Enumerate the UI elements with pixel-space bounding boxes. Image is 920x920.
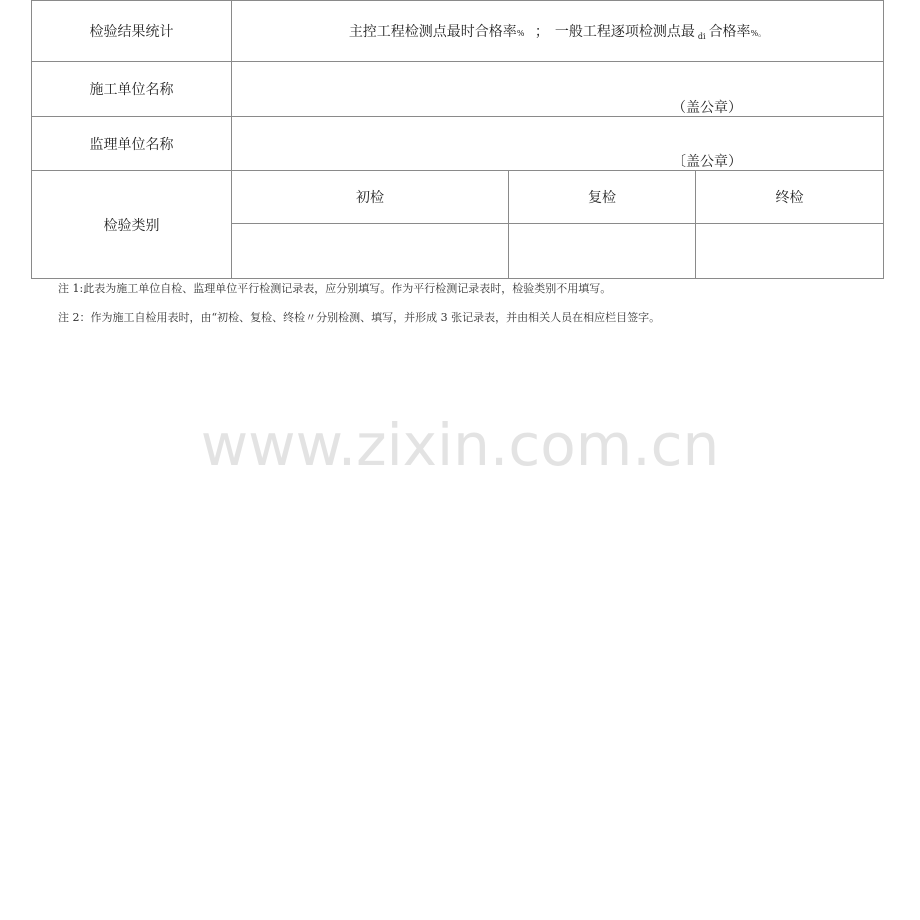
stats-text-part2: 一般工程逐项检测点最 [554,24,695,40]
stats-text-part1: 主控工程检测点最时合格率 [348,24,517,40]
stats-pct1: % [516,29,525,38]
construction-row [32,62,884,117]
construction-unit-label: 施工单位名称 [32,62,232,117]
inspection-form-table [31,0,884,279]
stats-separator: ； [534,24,549,40]
stats-label: 检验结果统计 [32,1,232,62]
stats-text-part3: 合格率 [708,24,751,40]
stats-value-cell[interactable] [232,1,884,62]
supervision-seal-text: 〔盖公章） [672,154,742,170]
stats-subscript: di [697,32,706,41]
stats-row [32,1,884,62]
stats-pct2: %。 [750,29,767,38]
supervision-unit-label: 监理单位名称 [32,117,232,171]
supervision-row [32,117,884,171]
re-inspection-header: 复检 [509,171,696,224]
construction-unit-value-cell[interactable] [232,62,884,117]
initial-inspection-header: 初检 [232,171,509,224]
type-header-row [32,171,884,224]
initial-inspection-cell[interactable] [232,224,509,279]
re-inspection-cell[interactable] [509,224,696,279]
inspection-type-label: 检验类别 [32,171,232,279]
note-1: 注 1:此表为施工单位自检、监理单位平行检测记录表，应分别填写。作为平行检测记录表时，检验类别不用填写。 [58,282,612,295]
final-inspection-cell[interactable] [696,224,884,279]
note-2: 注 2：作为施工自检用表时，由“初检、复检、终检〃分别检测、填写，并形成 3 张记录表，并由相关人员在相应栏目签字。 [58,311,661,324]
final-inspection-header: 终检 [696,171,884,224]
construction-seal-text: （盖公章） [672,100,742,116]
supervision-unit-value-cell[interactable] [232,117,884,171]
watermark-text: www.zixin.com.cn [200,411,720,479]
